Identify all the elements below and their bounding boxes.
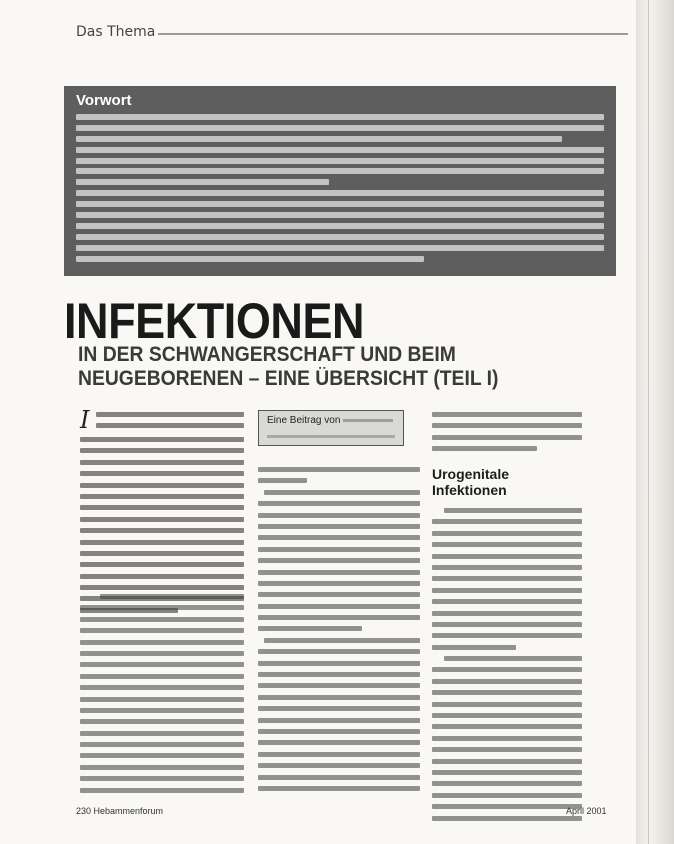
text-line	[258, 535, 420, 540]
text-line	[258, 695, 420, 700]
text-line	[76, 190, 604, 196]
text-line	[432, 531, 582, 536]
text-line	[432, 747, 582, 752]
text-line	[80, 697, 244, 702]
text-line	[432, 576, 582, 581]
intro-italic-body	[80, 437, 244, 619]
author-box	[258, 410, 404, 446]
text-line	[80, 731, 244, 736]
text-line	[258, 478, 307, 483]
text-line	[432, 519, 582, 524]
text-line	[80, 437, 244, 442]
text-line	[432, 542, 582, 547]
text-line	[100, 594, 244, 599]
text-line	[80, 585, 244, 590]
text-line	[76, 201, 604, 207]
text-line	[264, 490, 420, 495]
text-line	[258, 570, 420, 575]
text-line	[258, 718, 420, 723]
text-line	[76, 114, 604, 120]
text-line	[80, 562, 244, 567]
text-line	[432, 770, 582, 775]
column-1-body	[80, 594, 244, 799]
text-line	[432, 690, 582, 695]
text-line	[432, 736, 582, 741]
text-line	[432, 622, 582, 627]
text-line	[258, 786, 420, 791]
page-edge	[648, 0, 649, 844]
text-line	[80, 617, 244, 622]
text-line	[80, 708, 244, 713]
text-line	[76, 245, 604, 251]
text-line	[258, 524, 420, 529]
text-line	[258, 649, 420, 654]
text-line	[80, 719, 244, 724]
text-line	[432, 446, 537, 451]
text-line	[258, 467, 420, 472]
text-line	[432, 667, 582, 672]
text-line	[80, 528, 244, 533]
text-line	[80, 753, 244, 758]
text-line	[76, 212, 604, 218]
text-line	[432, 565, 582, 570]
section-label: Das Thema	[76, 24, 156, 40]
subheading-urogenital	[432, 466, 509, 498]
text-line	[80, 471, 244, 476]
text-line	[432, 759, 582, 764]
intro-italic-lead	[96, 412, 244, 435]
text-line	[258, 661, 420, 666]
text-line	[432, 435, 582, 440]
text-line	[432, 793, 582, 798]
text-line	[432, 412, 582, 417]
text-line	[76, 179, 329, 185]
text-line	[96, 423, 244, 428]
text-line	[96, 412, 244, 417]
foreword-title: Vorwort	[76, 92, 132, 109]
text-line	[80, 628, 244, 633]
author-affiliation-line	[267, 435, 395, 438]
text-line	[432, 816, 582, 821]
text-line	[80, 685, 244, 690]
text-line	[76, 136, 562, 142]
author-box-label: Eine Beitrag von	[267, 415, 341, 426]
text-line	[432, 713, 582, 718]
text-line	[80, 776, 244, 781]
text-line	[80, 494, 244, 499]
text-line	[80, 517, 244, 522]
text-line	[258, 547, 420, 552]
subheading-line1: Urogenitale	[432, 466, 510, 482]
column-3-body	[432, 508, 582, 827]
text-line	[264, 638, 420, 643]
article-headline: INFEKTIONEN	[64, 293, 365, 349]
text-line	[258, 604, 420, 609]
text-line	[432, 724, 582, 729]
text-line	[76, 125, 604, 131]
intro-dropcap: I	[80, 406, 90, 434]
text-line	[258, 752, 420, 757]
binding-spine	[636, 0, 674, 844]
section-rule	[158, 33, 628, 35]
text-line	[76, 168, 604, 174]
text-line	[80, 460, 244, 465]
text-line	[258, 775, 420, 780]
text-line	[258, 729, 420, 734]
text-line	[80, 574, 244, 579]
text-line	[80, 674, 244, 679]
text-line	[444, 656, 582, 661]
text-line	[80, 483, 244, 488]
foreword-box	[64, 86, 616, 276]
text-line	[432, 423, 582, 428]
footer-right: April 2001	[566, 806, 607, 816]
text-line	[258, 706, 420, 711]
text-line	[258, 615, 420, 620]
text-line	[80, 448, 244, 453]
text-line	[80, 788, 244, 793]
author-name-line	[343, 419, 393, 422]
foreword-text-block	[76, 114, 604, 266]
column-3-top-body	[432, 412, 582, 458]
text-line	[76, 256, 424, 262]
text-line	[432, 679, 582, 684]
text-line	[258, 763, 420, 768]
text-line	[80, 505, 244, 510]
subheading-line2: Infektionen	[432, 482, 507, 499]
text-line	[432, 804, 582, 809]
text-line	[76, 158, 604, 164]
text-line	[258, 740, 420, 745]
text-line	[432, 554, 582, 559]
text-line	[80, 640, 244, 645]
article-subtitle-line2: NEUGEBORENEN – EINE ÜBERSICHT (TEIL I)	[78, 367, 499, 390]
text-line	[80, 651, 244, 656]
text-line	[258, 501, 420, 506]
article-subtitle-line1: IN DER SCHWANGERSCHAFT UND BEIM	[78, 343, 456, 366]
text-line	[258, 592, 420, 597]
text-line	[258, 513, 420, 518]
text-line	[432, 781, 582, 786]
text-line	[432, 702, 582, 707]
text-line	[258, 626, 362, 631]
text-line	[432, 588, 582, 593]
footer-left: 230 Hebammenforum	[76, 806, 164, 816]
text-line	[258, 558, 420, 563]
text-line	[432, 645, 516, 650]
text-line	[76, 223, 604, 229]
text-line	[76, 147, 604, 153]
text-line	[258, 683, 420, 688]
column-2-body	[258, 467, 420, 797]
text-line	[80, 540, 244, 545]
text-line	[80, 765, 244, 770]
text-line	[432, 611, 582, 616]
text-line	[258, 672, 420, 677]
text-line	[80, 551, 244, 556]
text-line	[258, 581, 420, 586]
text-line	[444, 508, 582, 513]
text-line	[432, 599, 582, 604]
text-line	[80, 662, 244, 667]
text-line	[76, 234, 604, 240]
text-line	[80, 605, 244, 610]
text-line	[80, 742, 244, 747]
text-line	[432, 633, 582, 638]
